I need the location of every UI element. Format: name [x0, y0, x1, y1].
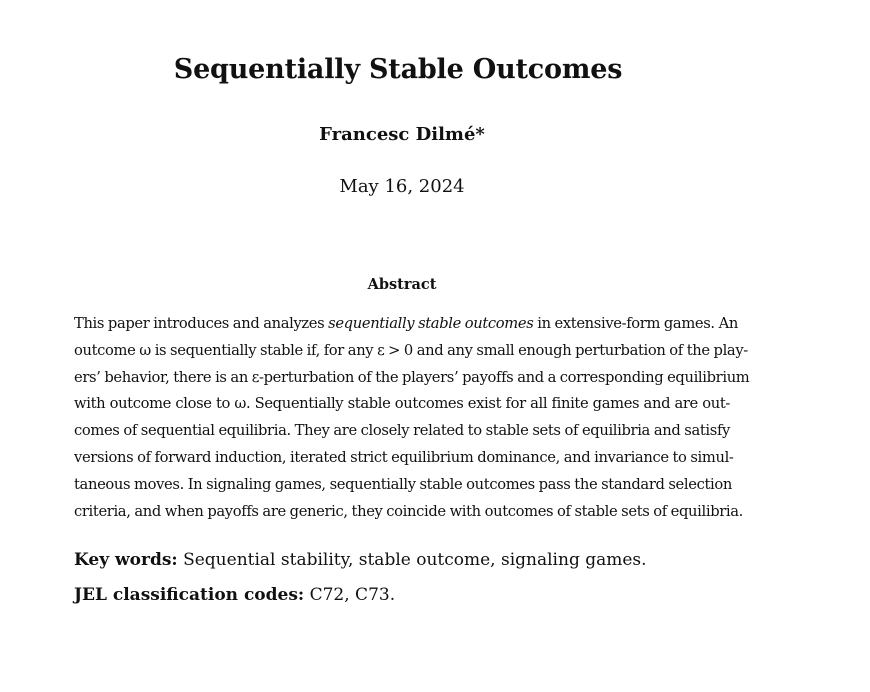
- paper-date: May 16, 2024: [339, 176, 465, 197]
- abstract-line-6: versions of forward induction, iterated strict equilibrium dominance, and invariance to simul-: [74, 448, 734, 466]
- jel-label: JEL classification codes:: [74, 585, 305, 605]
- abstract-emphasis: sequentially stable outcomes: [328, 315, 534, 332]
- abstract-body: [74, 311, 750, 525]
- abstract-line-4: with outcome close to ω. Sequentially stable outcomes exist for all finite games and are out-: [74, 395, 730, 413]
- abstract-line-5: comes of sequential equilibria. They are closely related to stable sets of equilibria and satisfy: [74, 422, 730, 440]
- paper-title: Sequentially Stable Outcomes: [173, 54, 623, 85]
- keywords: [74, 548, 647, 572]
- keywords-label: Key words:: [74, 550, 178, 570]
- author-name: Francesc Dilmé*: [319, 124, 485, 145]
- jel-value: C72, C73.: [309, 585, 396, 605]
- abstract-line-8: criteria, and when payoffs are generic, they coincide with outcomes of stable sets of equilibria.: [74, 502, 743, 520]
- abstract-line-1: [74, 311, 738, 338]
- abstract-line-7: taneous moves. In signaling games, sequentially stable outcomes pass the standard selection: [74, 475, 732, 493]
- abstract-heading: Abstract: [367, 276, 437, 293]
- abstract-line-3: ers’ behavior, there is an ε-perturbation of the players’ payoffs and a corresponding equilibrium: [74, 368, 750, 386]
- abstract-line-1-start: This paper introduces and analyzes: [74, 315, 329, 332]
- abstract-line-2: outcome ω is sequentially stable if, for any ε > 0 and any small enough perturbation of the play-: [74, 341, 748, 359]
- abstract-line-1-end: in extensive-form games. An: [533, 315, 738, 332]
- jel-codes: [74, 583, 395, 607]
- keywords-value: Sequential stability, stable outcome, signaling games.: [183, 550, 647, 570]
